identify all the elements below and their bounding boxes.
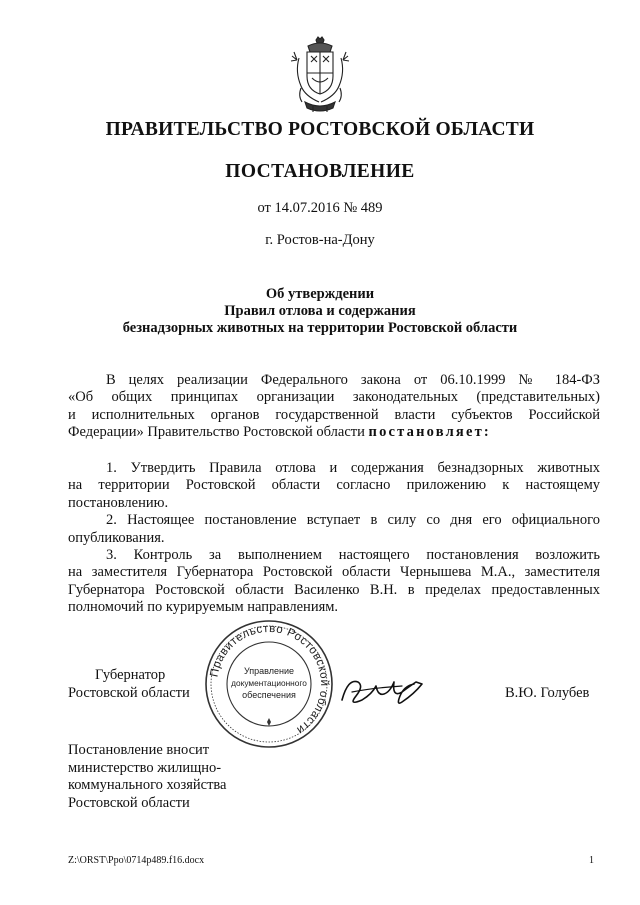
operative-word: постановляет: bbox=[368, 424, 491, 441]
document-type: ПОСТАНОВЛЕНИЕ bbox=[225, 161, 415, 182]
item-line: 2. Настоящее постановление вступает в силу со дня его официального bbox=[106, 512, 600, 529]
resolution-items bbox=[68, 460, 600, 617]
rostov-coat-of-arms-icon bbox=[289, 36, 351, 114]
organization-title: ПРАВИТЕЛЬСТВО РОСТОВСКОЙ ОБЛАСТИ bbox=[105, 119, 535, 140]
star-icon bbox=[267, 718, 271, 726]
handwritten-signature bbox=[338, 670, 430, 712]
body-line: В целях реализации Федерального закона от 06.10.1999 № 184-ФЗ bbox=[106, 372, 600, 388]
preamble-paragraph bbox=[68, 372, 600, 442]
note-line: министерство жилищно- bbox=[68, 759, 222, 776]
item-line: на заместителя Губернатора Ростовской области Чернышева М.А., заместителя bbox=[68, 564, 600, 581]
item-line: на территории Ростовской области согласно приложению к настоящему bbox=[68, 477, 600, 494]
item-line: постановлению. bbox=[68, 494, 169, 511]
body-line bbox=[68, 424, 600, 441]
city: г. Ростов-на-Дону bbox=[265, 232, 375, 248]
item-line: 3. Контроль за выполнением настоящего постановления возложить bbox=[106, 547, 600, 564]
body-line: и исполнительных органов государственной власти субъектов Российской bbox=[68, 406, 600, 423]
body-line: «Об общих принципах организации законодательных (представительных) bbox=[68, 389, 600, 406]
item-line: полномочий по курируемым направлениям. bbox=[68, 599, 339, 616]
stamp-inner-text: обеспечения bbox=[242, 690, 296, 700]
official-stamp bbox=[203, 618, 335, 750]
item-line: Губернатора Ростовской области Василенко В.Н. в пределах предоставленных bbox=[68, 581, 600, 598]
signer-position: Ростовской области bbox=[68, 685, 190, 701]
resolution-title-line: Правил отлова и содержания bbox=[224, 303, 416, 319]
date-and-number: от 14.07.2016 № 489 bbox=[257, 200, 383, 216]
body-line-text: Федерации» Правительство Ростовской области bbox=[68, 424, 369, 441]
resolution-title-line: безнадзорных животных на территории Ростовской области bbox=[122, 320, 518, 336]
item-line: опубликования. bbox=[68, 529, 165, 546]
resolution-title-line: Об утверждении bbox=[265, 286, 375, 302]
note-line: Постановление вносит bbox=[68, 742, 210, 758]
signer-position: Губернатор bbox=[95, 667, 166, 683]
item-line: 1. Утвердить Правила отлова и содержания безнадзорных животных bbox=[106, 460, 600, 476]
stamp-inner-text: документационного bbox=[231, 678, 307, 688]
stamp-inner-text: Управление bbox=[243, 666, 295, 676]
note-line: Ростовской области bbox=[68, 794, 190, 811]
file-path: Z:\ORST\Ppo\0714p489.f16.docx bbox=[68, 855, 205, 866]
submitter-note bbox=[68, 742, 227, 812]
signer-name: В.Ю. Голубев bbox=[505, 685, 590, 701]
note-line: коммунального хозяйства bbox=[68, 777, 227, 794]
page-number: 1 bbox=[589, 855, 594, 866]
stamp-ring-text: Правительство Ростовской области bbox=[208, 622, 331, 737]
